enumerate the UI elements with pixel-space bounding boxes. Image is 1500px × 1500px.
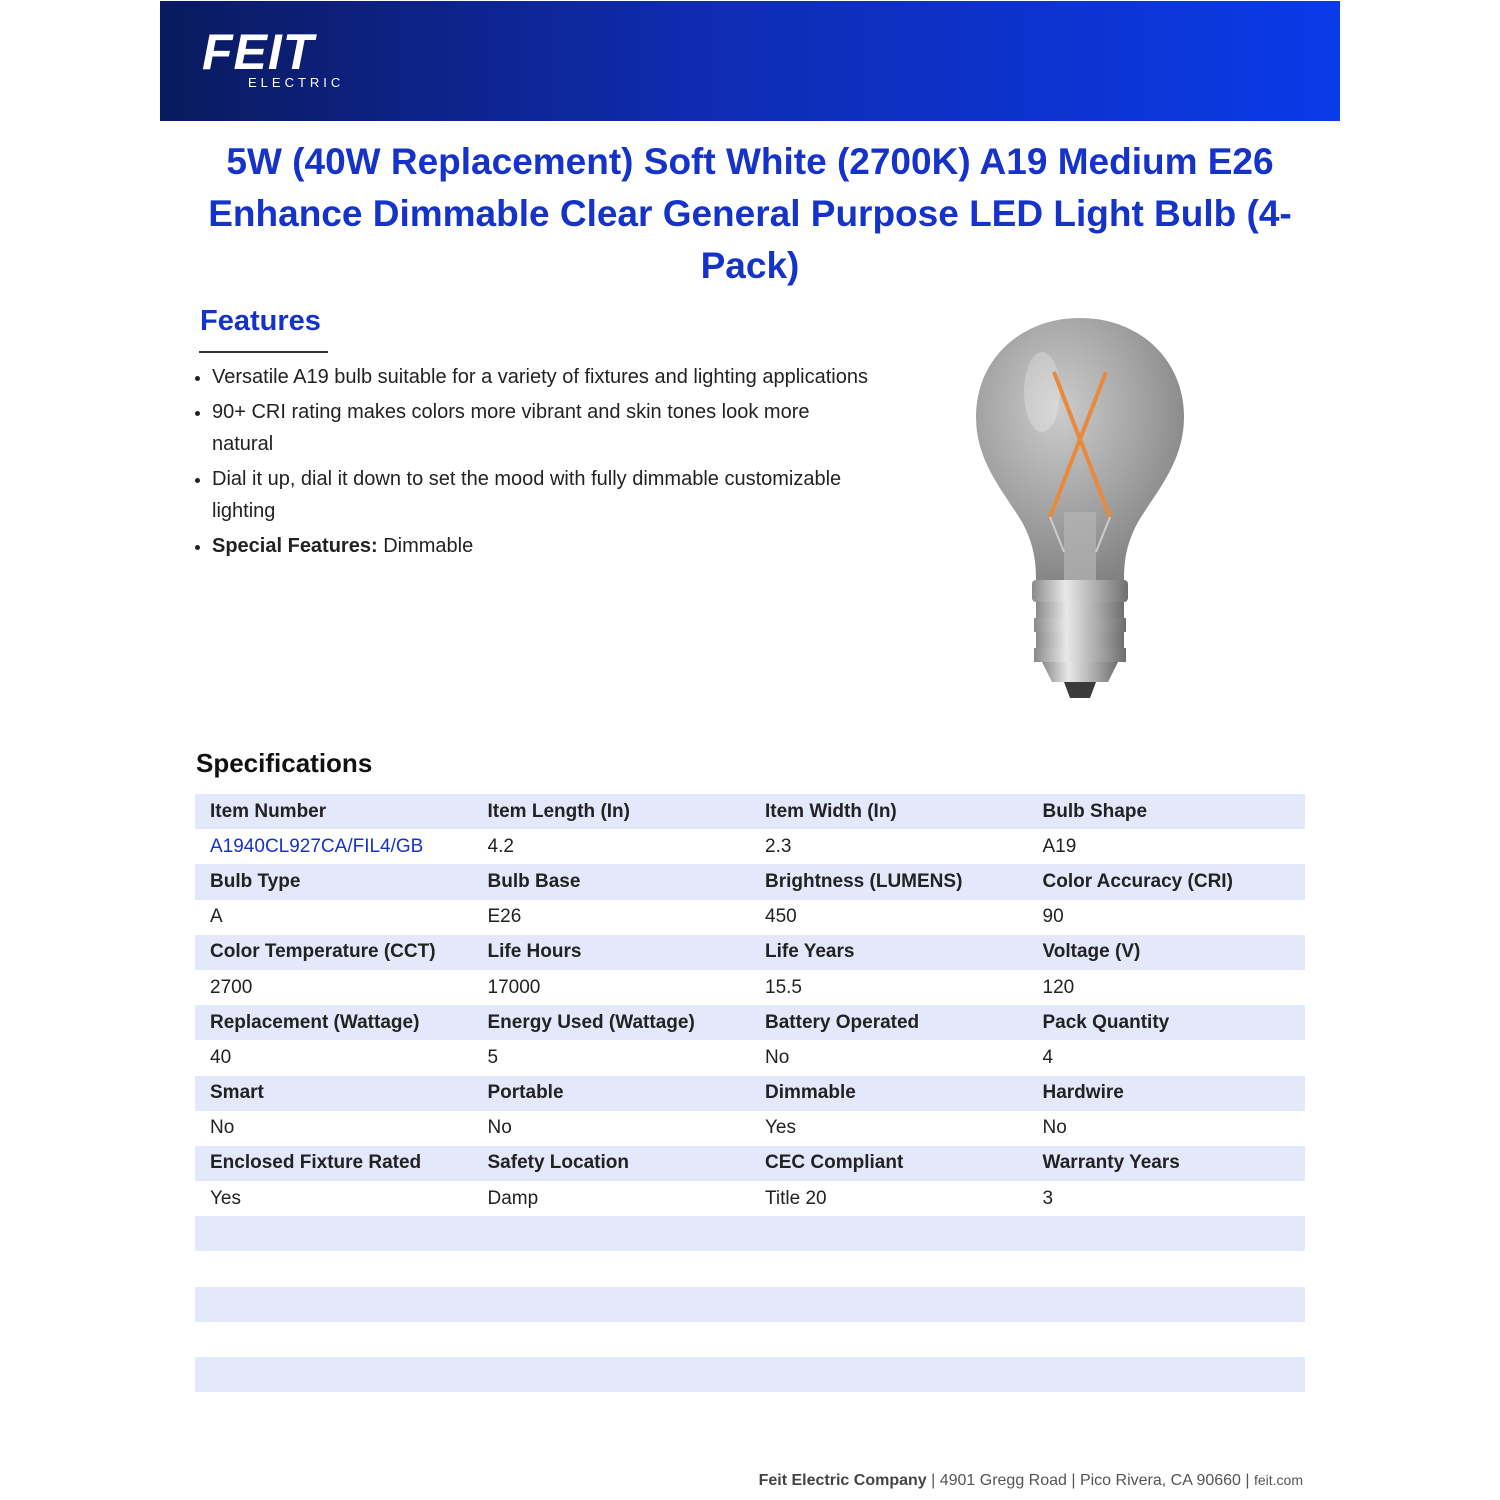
brand-name: FEIT: [202, 29, 315, 80]
spec-value: 450: [765, 906, 797, 928]
special-features-label: Special Features:: [212, 535, 378, 557]
spec-label: Enclosed Fixture Rated: [210, 1152, 422, 1174]
spec-value: 90: [1042, 906, 1064, 928]
spec-label: Item Width (In): [765, 800, 897, 822]
spec-value-row: [195, 829, 1305, 864]
spec-label: Brightness (LUMENS): [765, 870, 963, 892]
footer-company: Feit Electric Company: [758, 1472, 927, 1489]
spec-value: Yes: [765, 1117, 796, 1139]
spec-value: E26: [487, 906, 522, 928]
spec-value-row: [195, 1111, 1305, 1146]
spec-value: 15.5: [765, 976, 802, 998]
spec-label-row: [195, 864, 1305, 899]
page-footer: [600, 1472, 1303, 1490]
spec-label: Portable: [487, 1082, 564, 1104]
spec-label: Color Temperature (CCT): [210, 941, 436, 963]
spec-value: 2.3: [765, 835, 792, 857]
spec-value: 3: [1042, 1187, 1054, 1209]
spec-value: 4.2: [487, 835, 514, 857]
spec-value: Title 20: [765, 1187, 827, 1209]
feature-item: Versatile A19 bulb suitable for a variety of fixtures and lighting applications: [190, 361, 870, 393]
spec-label-row: [195, 1005, 1305, 1040]
spec-label: Hardwire: [1042, 1082, 1124, 1104]
product-bulb-image: [960, 312, 1200, 712]
features-list: [190, 361, 870, 565]
spec-label: Pack Quantity: [1042, 1011, 1170, 1033]
spec-label-row: [195, 1146, 1305, 1181]
spec-value: 4: [1042, 1046, 1054, 1068]
spec-value: 5: [487, 1046, 499, 1068]
spec-label: Smart: [210, 1082, 264, 1104]
spec-label: Bulb Base: [487, 870, 581, 892]
spec-label: Bulb Type: [210, 870, 301, 892]
spec-empty-row: [195, 1216, 1305, 1251]
spec-value: No: [765, 1046, 790, 1068]
spec-label: Warranty Years: [1042, 1152, 1180, 1174]
spec-empty-row: [195, 1287, 1305, 1322]
spec-value: No: [210, 1117, 235, 1139]
spec-label: Dimmable: [765, 1082, 856, 1104]
spec-value: 2700: [210, 976, 253, 998]
feature-item-special: [190, 530, 870, 562]
brand-banner: [160, 1, 1340, 121]
spec-value: Damp: [487, 1187, 539, 1209]
feit-logo: [200, 29, 380, 99]
item-number-link[interactable]: A1940CL927CA/FIL4/GB: [210, 835, 424, 857]
feature-item: Dial it up, dial it down to set the mood with fully dimmable customizable lighting: [190, 463, 870, 527]
footer-address: | 4901 Gregg Road | Pico Rivera, CA 90660 |: [926, 1472, 1254, 1489]
spec-label: Life Hours: [487, 941, 582, 963]
spec-label: CEC Compliant: [765, 1152, 904, 1174]
spec-label: Safety Location: [487, 1152, 629, 1174]
spec-value: Yes: [210, 1187, 241, 1209]
spec-label: Item Length (In): [487, 800, 630, 822]
brand-sub: ELECTRIC: [248, 75, 345, 90]
spec-label: Energy Used (Wattage): [487, 1011, 695, 1033]
spec-value-row: [195, 900, 1305, 935]
spec-value-row: [195, 970, 1305, 1005]
spec-label-row: [195, 794, 1305, 829]
spec-empty-row: [195, 1251, 1305, 1286]
spec-value-row: [195, 1040, 1305, 1075]
spec-label: Battery Operated: [765, 1011, 920, 1033]
features-heading: Features: [200, 305, 321, 337]
specifications-heading: Specifications: [196, 748, 373, 778]
spec-empty-row: [195, 1322, 1305, 1357]
spec-value-row: [195, 1181, 1305, 1216]
spec-value: 40: [210, 1046, 232, 1068]
specifications-table: [195, 794, 1305, 1392]
spec-value: No: [1042, 1117, 1067, 1139]
spec-value: No: [487, 1117, 512, 1139]
spec-label-row: [195, 935, 1305, 970]
spec-value: A19: [1042, 835, 1077, 857]
spec-label: Bulb Shape: [1042, 800, 1148, 822]
spec-label: Color Accuracy (CRI): [1042, 870, 1233, 892]
spec-label: Replacement (Wattage): [210, 1011, 420, 1033]
footer-site-link[interactable]: feit.com: [1253, 1472, 1303, 1488]
spec-label: Item Number: [210, 800, 327, 822]
spec-value: 120: [1042, 976, 1075, 998]
spec-label: Voltage (V): [1042, 941, 1141, 963]
special-features-value: Dimmable: [383, 535, 474, 557]
product-title: 5W (40W Replacement) Soft White (2700K) A19 Medium E26 Enhance Dimmable Clear General Purpose LED Light Bulb (4-Pack): [208, 141, 1292, 286]
feature-item: 90+ CRI rating makes colors more vibrant and skin tones look more natural: [190, 396, 870, 460]
spec-label: Life Years: [765, 941, 855, 963]
features-underline: [199, 351, 328, 353]
spec-value: 17000: [487, 976, 541, 998]
spec-label-row: [195, 1076, 1305, 1111]
spec-value: A: [210, 906, 223, 928]
spec-empty-row: [195, 1357, 1305, 1392]
